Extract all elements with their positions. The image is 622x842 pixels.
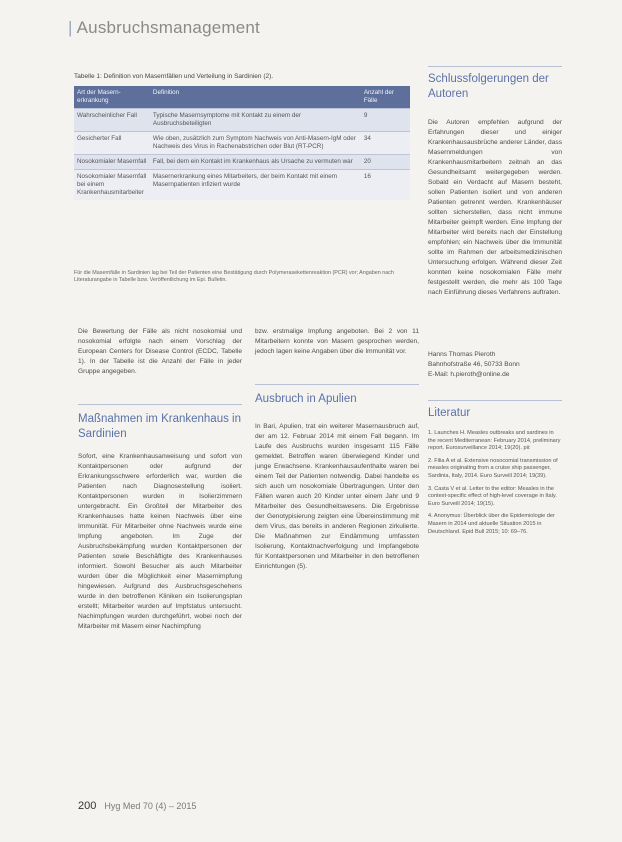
author-block: [428, 350, 562, 380]
left-intro-paragraph: Die Bewertung der Fälle als nicht nosokomial und nosokomial erfolgte nach einem Vorschlag der European Centers for Disease Control (ECDC, Tabelle 1). In der Tabelle ist die Anzahl der Fälle in jeder Gruppe angegeben.: [78, 328, 242, 375]
table-cell-definition: Wie oben, zusätzlich zum Symptom Nachweis von Anti-Masern-IgM oder Nachweis des Virus in Rachenabstrichen oder Blut (RT-PCR): [150, 132, 361, 155]
table-cell-count: 20: [361, 155, 410, 170]
table-cell-count: 34: [361, 132, 410, 155]
literature-heading: Literatur: [428, 407, 471, 419]
header-bar: |: [68, 18, 73, 37]
right-heading-rule: [428, 66, 562, 67]
reference-item: 2. Filia A et al. Extensive nosocomial transmission of measles originating from a cruise ship passenger, Sardinia, Italy, 2014. Euro Surveill 2014; 19(39).: [428, 457, 558, 479]
section-header: [68, 18, 260, 38]
author-email: E-Mail: h.pieroth@online.de: [428, 371, 510, 378]
middle-section-heading: Ausbruch in Apulien: [255, 393, 357, 405]
reference-item: 3. Casta V et al. Letter to the editor: Measles in the context-specific effect of high-level coverage in Italy. Euro Surveill 2014; 19(15).: [428, 485, 557, 507]
table-cell-type: Wahrscheinlicher Fall: [74, 109, 150, 132]
table-cell-definition: Masernerkrankung eines Mitarbeiters, der beim Kontakt mit einem Masernpatienten infiziert wurde: [150, 170, 361, 201]
middle-body-paragraph: In Bari, Apulien, trat ein weiterer Masernausbruch auf, der am 12. Februar 2014 mit einem Fall begann. Im Laufe des Ausbruchs wurden insgesamt 115 Fälle gemeldet. Betroffen waren überwiegend Kinder und junge Erwachsene. Krankenhausaufenthalte waren bei einem Teil der Patienten notwendig. Dabei handelte es sich auch um nosokomiale Übertragungen. Unter den Fällen waren auch 20 Kinder unter einem Jahr und 9 Mitarbeiter des Gesundheitswesens. Die Ergebnisse der Genotypisierung zeigten eine Übereinstimmung mit dem Virus, das bereits in anderen Regionen zirkulierte. Die Maßnahmen zur Eindämmung umfassten Isolierung, Kontaktnachverfolgung und Impfangebote für Kontaktpersonen und Mitarbeiter in den betroffenen Einrichtungen (5).: [255, 423, 419, 570]
conclusions-paragraph: Die Autoren empfehlen aufgrund der Erfahrungen dieser und einiger Krankenhausausbrüche anderer Länder, dass Masernmeldungen von Krankenhausmitarbeitern zeitnah an das Gesundheitsamt weitergegeben werden. Sobald ein Verdacht auf Masern besteht, sollen Patienten isoliert und von anderen Patienten getrennt werden. Krankenhäuser sollten sicherstellen, dass nicht immune Mitarbeiter geimpft werden. Eine Impfung der Mitarbeiter wird bereits nach der Einstellung empfohlen; ein Nachweis über die Immunität sollte im Rahmen der arbeitsmedizinischen Untersuchung erfolgen. Während dieser Zeit konnten keine nosokomialen Fälle mehr festgestellt werden, die mehr als 100 Tage nach Einführung dieses Verfahrens auftraten.: [428, 119, 562, 296]
table-cell-type: Nosokomialer Masernfall: [74, 155, 150, 170]
table-cell-type: Nosokomialer Masernfall bei einem Krankenhausmitarbeiter: [74, 170, 150, 201]
page-footer: [78, 800, 196, 812]
table-row: [74, 132, 410, 155]
author-address: Bahnhofstraße 46, 50733 Bonn: [428, 361, 520, 368]
literature-rule: [428, 400, 562, 401]
table-row: [74, 170, 410, 201]
table-row: [74, 109, 410, 132]
conclusions-heading: Schlussfolgerungen der Autoren: [428, 73, 549, 100]
reference-item: 1. Launches H. Measles outbreaks and sardines in the recent Mediterranean: February 2014, preliminary report. Eurosurveillance 2014; 19(20). pii:: [428, 430, 561, 452]
table-cell-count: 9: [361, 109, 410, 132]
middle-heading-rule: [255, 384, 419, 385]
table-header-count: Anzahl der Fälle: [361, 86, 410, 109]
table-footnote: Für die Masernfälle in Sardinien lag bei Teil der Patienten eine Bestätigung durch Polymerasekettenreaktion (PCR) vor; Angaben nach Literaturangabe in Tabelle bzw. Veröffentlichung im Epi. Bulletin.: [74, 270, 394, 283]
table-cell-type: Gesicherter Fall: [74, 132, 150, 155]
table-header-definition: Definition: [150, 86, 361, 109]
table-cell-definition: Typische Masernsymptome mit Kontakt zu einem der Ausbruchsbeteiligten: [150, 109, 361, 132]
left-section-heading: Maßnahmen im Krankenhaus in Sardinien: [78, 413, 241, 440]
table-cell-definition: Fall, bei dem ein Kontakt im Krankenhaus als Ursache zu vermuten war: [150, 155, 361, 170]
table-cell-count: 16: [361, 170, 410, 201]
table-caption: Tabelle 1: Definition von Masernfällen und Verteilung in Sardinien (2).: [74, 73, 274, 80]
author-name: Hanns Thomas Pieroth: [428, 351, 496, 358]
section-title: Ausbruchsmanagement: [76, 18, 260, 37]
table-header-type: Art der Masern-erkrankung: [74, 86, 150, 109]
table-row: [74, 155, 410, 170]
page-number: 200: [78, 800, 97, 812]
left-body-paragraph: Sofort, eine Krankenhausanweisung und sofort von Kontaktpersonen oder aufgrund der Erkrankungsschwere erforderlich war, wurden die Patienten nach Diagnosestellung isoliert. Kontaktpersonen wurden in Isolierzimmern untergebracht. Ein Großteil der Mitarbeiter des Krankenhauses hatte keinen Nachweis über eine Immunität. Für Mitarbeiter ohne Nachweis wurde eine Impfung angeboten. Im Zuge der Ausbruchsbekämpfung wurden Kontaktpersonen der Patienten sowie Beschäftigte des Krankenhauses informiert. Sowohl Besucher als auch Mitarbeiter wurden über die Möglichkeit einer Masernimpfung hingewiesen. Aufgrund des Ausbruchsgeschehens wurde in den betroffenen Kliniken ein Isolierungsplan erstellt; Mitarbeiter wurden auf Impfstatus untersucht. Nachimpfungen wurden durchgeführt, wobei noch der Mitarbeiter mit Masern einer Nachimpfung: [78, 453, 242, 630]
reference-list: [428, 430, 562, 536]
middle-intro-paragraph: bzw. erstmalige Impfung angeboten. Bei 2 von 11 Mitarbeitern konnte von Masern gesprochen werden, jedoch lagen keine Angaben über die Immunität vor.: [255, 328, 419, 355]
journal-citation: Hyg Med 70 (4) – 2015: [104, 801, 197, 811]
table-header-row: [74, 86, 410, 109]
definitions-table: [74, 86, 410, 200]
reference-item: 4. Anonymus: Überblick über die Epidemiologie der Masern in 2014 und aktuelle Situation 2015 in Deutschland. Epid Bull 2015; 10: 69–76.: [428, 513, 555, 535]
left-heading-rule: [78, 404, 242, 405]
